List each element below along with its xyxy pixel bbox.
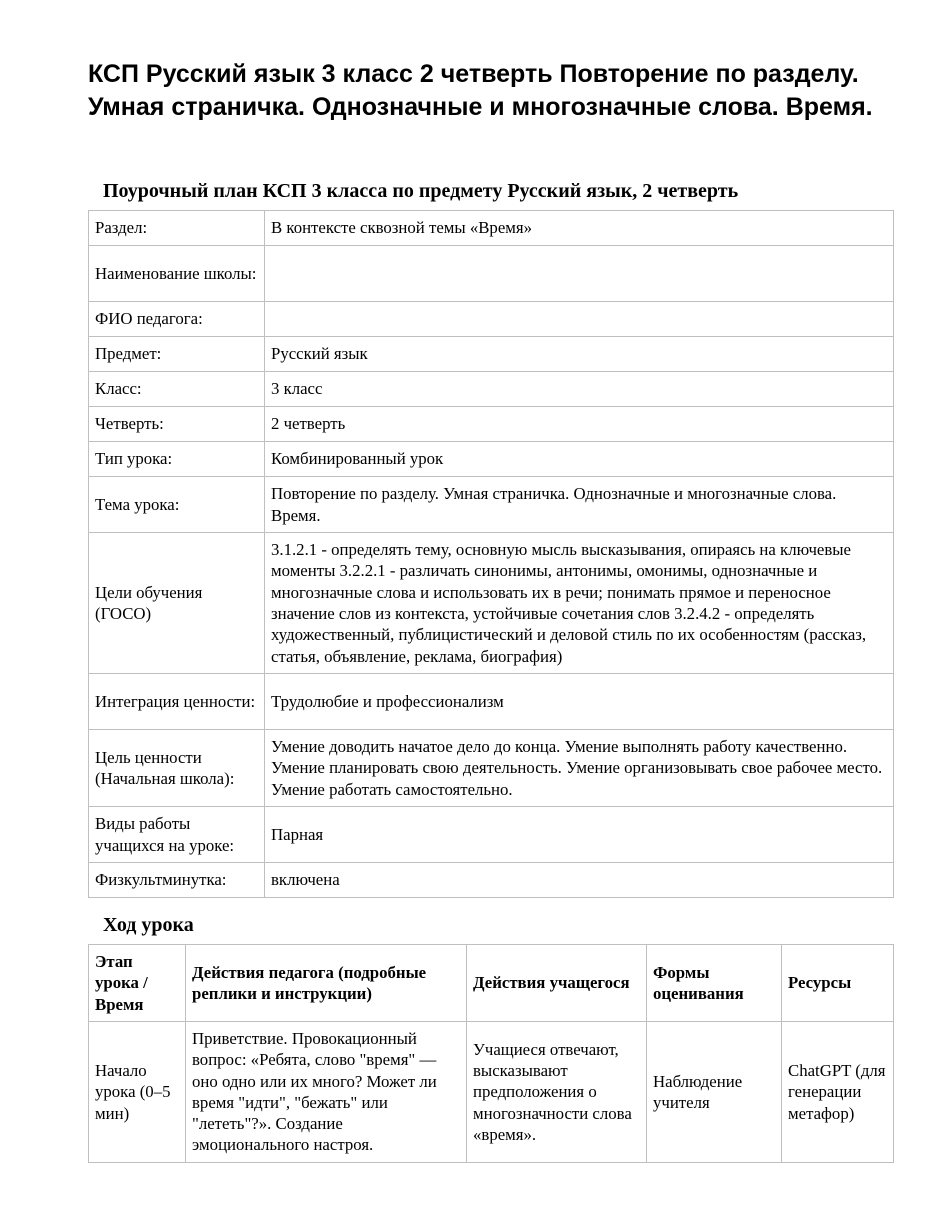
info-value: Комбинированный урок bbox=[265, 442, 894, 477]
column-header: Ресурсы bbox=[782, 945, 894, 1022]
teacher-actions-cell: Приветствие. Провокационный вопрос: «Ребята, слово "время" — оно одно или их много? Может ли время "идти", "бежать" или "лететь"?». Создание эмоционального настроя. bbox=[186, 1022, 467, 1163]
info-label: Тип урока: bbox=[89, 442, 265, 477]
info-value: Умение доводить начатое дело до конца. Умение выполнять работу качественно. Умение планировать свою деятельность. Умение организовывать свое рабочее место. Умение работать самостоятельно. bbox=[265, 730, 894, 807]
info-label: Физкультминутка: bbox=[89, 863, 265, 898]
info-value: включена bbox=[265, 863, 894, 898]
stage-cell: Начало урока (0–5 мин) bbox=[89, 1022, 186, 1163]
info-label: Наименование школы: bbox=[89, 246, 265, 302]
table-row bbox=[89, 442, 894, 477]
info-label: Тема урока: bbox=[89, 477, 265, 533]
table-row bbox=[89, 1022, 894, 1163]
info-label: Виды работы учащихся на уроке: bbox=[89, 807, 265, 863]
column-header: Этап урока / Время bbox=[89, 945, 186, 1022]
info-label: Цель ценности (Начальная школа): bbox=[89, 730, 265, 807]
table-row bbox=[89, 674, 894, 730]
column-header: Действия педагога (подробные реплики и инструкции) bbox=[186, 945, 467, 1022]
table-row bbox=[89, 807, 894, 863]
info-value: Трудолюбие и профессионализм bbox=[265, 674, 894, 730]
table-row bbox=[89, 246, 894, 302]
lesson-info-table bbox=[88, 210, 894, 898]
table-row bbox=[89, 211, 894, 246]
page-title: КСП Русский язык 3 класс 2 четверть Повторение по разделу. Умная страничка. Однозначные и многозначные слова. Время. bbox=[88, 60, 873, 121]
table-row bbox=[89, 533, 894, 674]
column-header: Действия учащегося bbox=[467, 945, 647, 1022]
info-label: Интеграция ценности: bbox=[89, 674, 265, 730]
table-row bbox=[89, 730, 894, 807]
info-label: Предмет: bbox=[89, 337, 265, 372]
info-label: ФИО педагога: bbox=[89, 302, 265, 337]
plan-heading: Поурочный план КСП 3 класса по предмету Русский язык, 2 четверть bbox=[103, 180, 739, 202]
info-value bbox=[265, 246, 894, 302]
info-value: Парная bbox=[265, 807, 894, 863]
table-row bbox=[89, 477, 894, 533]
table-row bbox=[89, 302, 894, 337]
info-value: 3.1.2.1 - определять тему, основную мысль высказывания, опираясь на ключевые моменты 3.2.2.1 - различать синонимы, антонимы, омонимы, однозначные и многозначные слова и использовать их в речи; понимать прямое и переносное значение слов из контекста, устойчивые сочетания слов 3.2.4.2 - определять художественный, публицистический и деловой стиль по их особенностям (рассказ, статья, объявление, реклама, биография) bbox=[265, 533, 894, 674]
assessment-cell: Наблюдение учителя bbox=[647, 1022, 782, 1163]
info-value bbox=[265, 302, 894, 337]
table-row bbox=[89, 407, 894, 442]
table-row bbox=[89, 372, 894, 407]
table-header-row bbox=[89, 945, 894, 1022]
table-row bbox=[89, 863, 894, 898]
info-label: Класс: bbox=[89, 372, 265, 407]
student-actions-cell: Учащиеся отвечают, высказывают предположения о многозначности слова «время». bbox=[467, 1022, 647, 1163]
info-label: Четверть: bbox=[89, 407, 265, 442]
table-row bbox=[89, 337, 894, 372]
lesson-flow-table bbox=[88, 944, 894, 1163]
info-value: 3 класс bbox=[265, 372, 894, 407]
info-label: Раздел: bbox=[89, 211, 265, 246]
info-value: Русский язык bbox=[265, 337, 894, 372]
resources-cell: ChatGPT (для генерации метафор) bbox=[782, 1022, 894, 1163]
info-label: Цели обучения (ГОСО) bbox=[89, 533, 265, 674]
info-value: Повторение по разделу. Умная страничка. Однозначные и многозначные слова. Время. bbox=[265, 477, 894, 533]
info-value: 2 четверть bbox=[265, 407, 894, 442]
info-value: В контексте сквозной темы «Время» bbox=[265, 211, 894, 246]
lesson-flow-heading: Ход урока bbox=[103, 914, 194, 936]
column-header: Формы оценивания bbox=[647, 945, 782, 1022]
